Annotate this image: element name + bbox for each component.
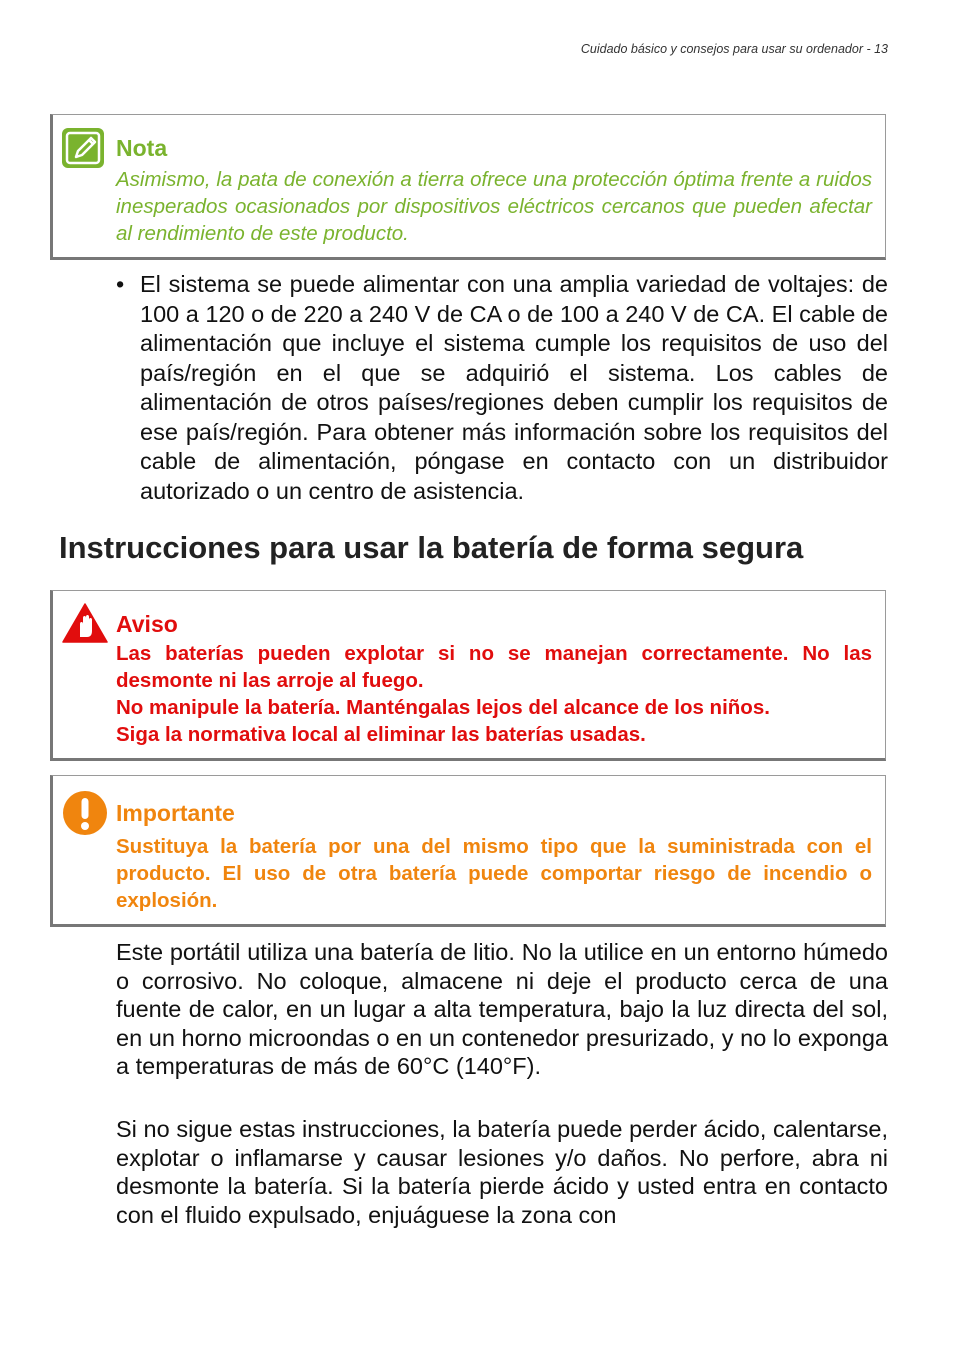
running-header: Cuidado básico y consejos para usar su ordenador - 13 [580,42,888,56]
warning-line-1: Las baterías pueden explotar si no se manejan correctamente. No las desmonte ni las arroje al fuego. [116,642,872,692]
bullet-marker: • [116,271,125,297]
paragraph-1: Este portátil utiliza una batería de litio. No la utilice en un entorno húmedo o corrosivo. No coloque, almacene ni deje el producto cerca de una fuente de calor, en un lugar a alta temperatura, bajo la luz directa del sol, en un horno microondas o en un contenedor presurizado, y no lo exponga a temperaturas de más de 60°C (140°F). [116,939,888,1079]
note-text: Asimismo, la pata de conexión a tierra ofrece una protección óptima frente a ruidos inesperados ocasionados por dispositivos eléctricos cercanos que pueden afectar al rendimiento de este producto. [116,168,872,245]
important-callout [50,775,886,927]
paragraph-2: Si no sigue estas instrucciones, la batería puede perder ácido, calentarse, explotar o inflamarse y causar lesiones y/o daños. No perfore, abra ni desmonte la batería. Si la batería pierde ácido y usted entra en contacto con el fluido expulsado, enjuáguese la zona con [116,1116,888,1228]
warning-line-2: No manipule la batería. Manténgalas lejos del alcance de los niños. [116,696,770,719]
pencil-icon [62,128,104,173]
warning-text [116,640,872,748]
important-text: Sustituya la batería por una del mismo tipo que la suministrada con el producto. El uso de otra batería puede comportar riesgo de incendio o explosión. [116,835,872,912]
bullet-item [116,270,888,506]
warning-callout [50,590,886,761]
warning-hand-icon [62,603,108,648]
bullet-text: El sistema se puede alimentar con una amplia variedad de voltajes: de 100 a 120 o de 220 a 240 V de CA o de 100 a 240 V de CA. El cable de alimentación que incluye el sistema cumple los requisitos de uso del país/región en el que se adquirió el sistema. Los cables de alimentación de otros países/regiones deben cumplir los requisitos de ese país/región. Para obtener más información sobre los requisitos del cable de alimentación, póngase en contacto con un distribuidor autorizado o un centro de asistencia. [140,271,888,504]
note-callout [50,114,886,260]
section-heading: Instrucciones para usar la batería de forma segura [59,530,804,565]
exclamation-icon [62,790,108,841]
important-title: Importante [116,800,235,826]
warning-line-3: Siga la normativa local al eliminar las baterías usadas. [116,723,646,746]
note-title: Nota [116,135,168,161]
warning-title: Aviso [116,611,178,637]
